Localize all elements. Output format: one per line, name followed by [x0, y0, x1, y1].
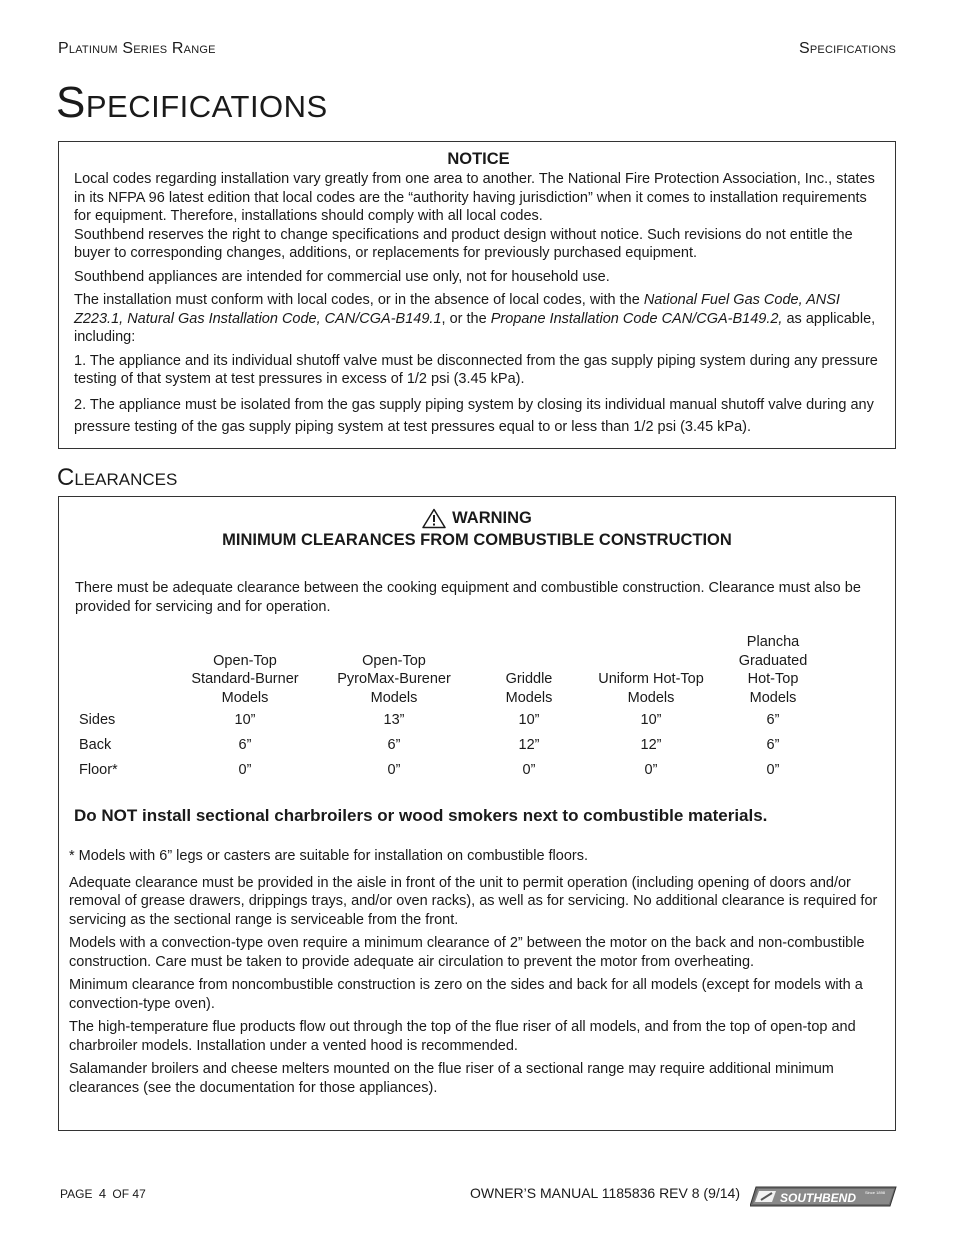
- logo-since: Since 1898: [865, 1190, 886, 1195]
- page-number: 4: [98, 1186, 107, 1201]
- southbend-logo: [750, 1184, 898, 1208]
- conformance-propane-code: Propane Installation Code CAN/CGA-B149.2,: [490, 310, 783, 327]
- row-label: Back: [79, 736, 112, 753]
- warning-heading: [69, 507, 885, 551]
- note-floors: * Models with 6” legs or casters are suitable for installation on combustible floors.: [69, 848, 589, 864]
- charbroiler-warning: Do NOT install sectional charbroilers or wood smokers next to combustible materials.: [74, 806, 768, 825]
- running-header-right: Specifications: [799, 40, 896, 57]
- col-header-pyromax-burner: Open-Top PyroMax-Burener Models: [337, 652, 451, 706]
- table-cell: 13”: [383, 711, 405, 728]
- table-row-floor: [71, 757, 835, 782]
- notice-item-1: 1. The appliance and its individual shutoff valve must be disconnected from the gas supply piping system during any pressure testing of that system at test pressures in excess of 1/2 psi (3.45 kPa).: [74, 352, 878, 387]
- notice-item-2: 2. The appliance must be isolated from the gas supply piping system by closing its individual manual shutoff valve during any pressure testing of the gas supply piping system at test pressures equal to or less than 1/2 psi (3.45 kPa).: [74, 396, 874, 435]
- page-title: Specifications: [56, 78, 328, 127]
- clearance-notes: [69, 847, 889, 1102]
- warning-label: WARNING: [452, 509, 532, 527]
- conformance-text-a: The installation must conform with local codes, or in the absence of local codes, with the: [74, 292, 644, 308]
- note-flue: The high-temperature flue products flow out through the top of the flue riser of all models, and from the top of open-top and charbroiler models. Installation under a vented hood is recommended.: [69, 1019, 856, 1054]
- row-label: Floor*: [79, 761, 118, 778]
- notice-title: NOTICE: [447, 150, 510, 168]
- note-salamander: Salamander broilers and cheese melters mounted on the flue riser of a sectional range may require additional minimum clearances (see the documentation for those appliances).: [69, 1061, 834, 1096]
- table-cell: 6”: [766, 711, 780, 728]
- warning-triangle-icon: [422, 508, 446, 529]
- col-header-standard-burner: Open-Top Standard-Burner Models: [191, 652, 299, 706]
- clearance-table-header: [71, 633, 835, 707]
- footer-page-number: [60, 1186, 146, 1201]
- notice-paragraph-codes: Local codes regarding installation vary greatly from one area to another. The National Fire Protection Association, Inc., states in its NFPA 96 latest edition that local codes are the “authority having jurisdiction” when it comes to installation requirements for equipment. Therefore, installations should comply with all local codes.: [74, 171, 875, 224]
- logo-wordmark: SOUTHBEND: [780, 1191, 857, 1205]
- col-header-griddle: Griddle Models: [505, 671, 553, 706]
- table-cell: 0”: [522, 761, 536, 778]
- table-cell: 12”: [640, 736, 662, 753]
- footer-manual-info: OWNER’S MANUAL 1185836 REV 8 (9/14): [470, 1185, 740, 1201]
- table-cell: 10”: [640, 711, 662, 728]
- notice-paragraph-commercial: Southbend appliances are intended for commercial use only, not for household use.: [74, 268, 610, 285]
- table-cell: 10”: [234, 711, 256, 728]
- page-total: OF 47: [112, 1187, 146, 1201]
- note-noncombustible: Minimum clearance from noncombustible construction is zero on the sides and back for all models (except for models with a convection-type oven).: [69, 977, 863, 1012]
- section-title-clearances: Clearances: [57, 464, 178, 491]
- col-header-uniform-hot-top: Uniform Hot-Top Models: [598, 671, 704, 706]
- clearances-box: [58, 496, 896, 1131]
- running-header-left: Platinum Series Range: [58, 40, 216, 57]
- table-cell: 6”: [238, 736, 252, 753]
- clearance-table: [71, 633, 835, 782]
- page-label: PAGE: [60, 1187, 93, 1201]
- notice-paragraph-revisions: Southbend reserves the right to change specifications and product design without notice. Such revisions do not entitle the buyer to corresponding changes, additions, or replacements for previously purchased equipment.: [74, 226, 853, 261]
- table-cell: 0”: [387, 761, 401, 778]
- table-cell: 12”: [518, 736, 540, 753]
- table-cell: 6”: [387, 736, 401, 753]
- table-cell: 0”: [766, 761, 780, 778]
- col-header-plancha: Plancha Graduated Hot-Top Models: [738, 634, 808, 706]
- warning-subtitle: MINIMUM CLEARANCES FROM COMBUSTIBLE CONSTRUCTION: [222, 531, 732, 549]
- note-convection: Models with a convection-type oven require a minimum clearance of 2” between the motor on the back and non-combustible construction. Care must be taken to provide adequate air circulation to prevent the motor from overheating.: [69, 935, 865, 970]
- conformance-code-names: National Fuel Gas Code, ANSI Z223.1, Natural Gas Installation Code, CAN/CGA-B149.1: [74, 292, 840, 327]
- table-cell: 6”: [766, 736, 780, 753]
- table-row-back: [71, 732, 835, 757]
- conformance-text-c: , or the: [441, 310, 491, 327]
- table-cell: 10”: [518, 711, 540, 728]
- notice-paragraph-conformance: [74, 291, 883, 347]
- table-cell: 0”: [238, 761, 252, 778]
- note-aisle: Adequate clearance must be provided in the aisle in front of the unit to permit operation (including opening of doors and/or removal of grease drawers, drippings trays, and/or oven racks), as well as for servicing. No additional clearance is required for servicing as the sectional range is serviceable from the front.: [69, 874, 878, 928]
- row-label-header: [71, 633, 169, 707]
- notice-box: [58, 141, 896, 449]
- clearance-intro: There must be adequate clearance between the cooking equipment and combustible construction. Clearance must also be provided for servicing and for operation.: [75, 580, 861, 615]
- table-row-sides: [71, 707, 835, 732]
- table-cell: 0”: [644, 761, 658, 778]
- row-label: Sides: [79, 711, 116, 728]
- conformance-text-e: as applicable, including:: [74, 310, 876, 345]
